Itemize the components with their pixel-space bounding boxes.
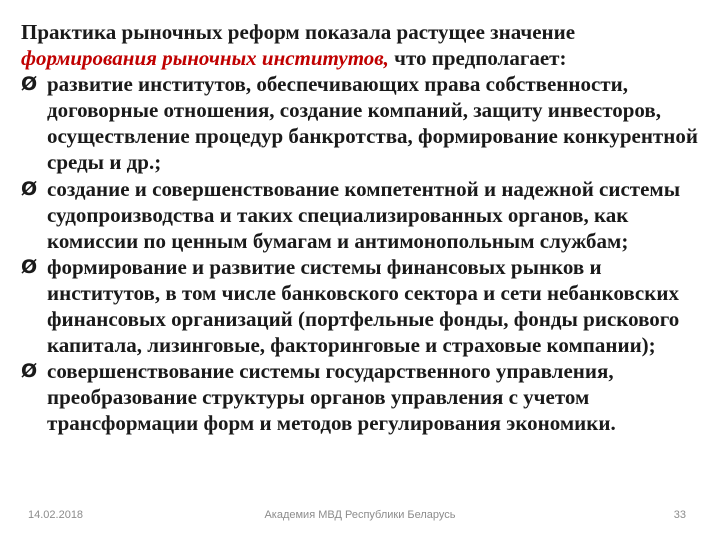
arrowhead-bullet-icon: Ø — [21, 360, 38, 383]
footer-page-number: 33 — [673, 509, 686, 521]
intro-text-end: что предполагает: — [388, 46, 567, 71]
intro-emphasis: формирования рыночных институтов, — [21, 46, 389, 71]
intro-text-start: Практика рыночных реформ показала растущее значение — [21, 20, 576, 44]
footer-date: 14.02.2018 — [28, 509, 84, 521]
intro-paragraph — [21, 19, 701, 71]
bullet-text: создание и совершенствование компетентной и надежной системы судопроизводства и таких специализированных органов, как комиссии по ценным бумагам и антимонопольным службам; — [47, 176, 681, 253]
bullet-item — [21, 254, 701, 358]
bullet-text: развитие институтов, обеспечивающих права собственности, договорные отношения, создание компаний, защиту инвесторов, осуществление процедур банкротства, формирование конкурентной среды и др.; — [47, 72, 698, 175]
bullet-text: совершенствование системы государственного управления, преобразование структуры органов управления с учетом трансформации форм и методов регулирования экономики. — [47, 359, 616, 436]
footer-organization: Академия МВД Республики Беларусь — [264, 509, 456, 521]
arrowhead-bullet-icon: Ø — [21, 177, 38, 200]
bullet-item — [21, 71, 701, 175]
bullet-item — [21, 176, 701, 254]
bullet-item — [21, 358, 701, 436]
arrowhead-bullet-icon: Ø — [21, 255, 38, 278]
bullet-list — [21, 71, 701, 436]
slide-body — [21, 19, 701, 437]
arrowhead-bullet-icon: Ø — [21, 73, 38, 96]
bullet-text: формирование и развитие системы финансовых рынков и институтов, в том числе банковского сектора и сети небанковских финансовых организаций (портфельные фонды, фонды рискового капитала, лизинговые, факторинговые и страховые компании); — [47, 254, 680, 358]
